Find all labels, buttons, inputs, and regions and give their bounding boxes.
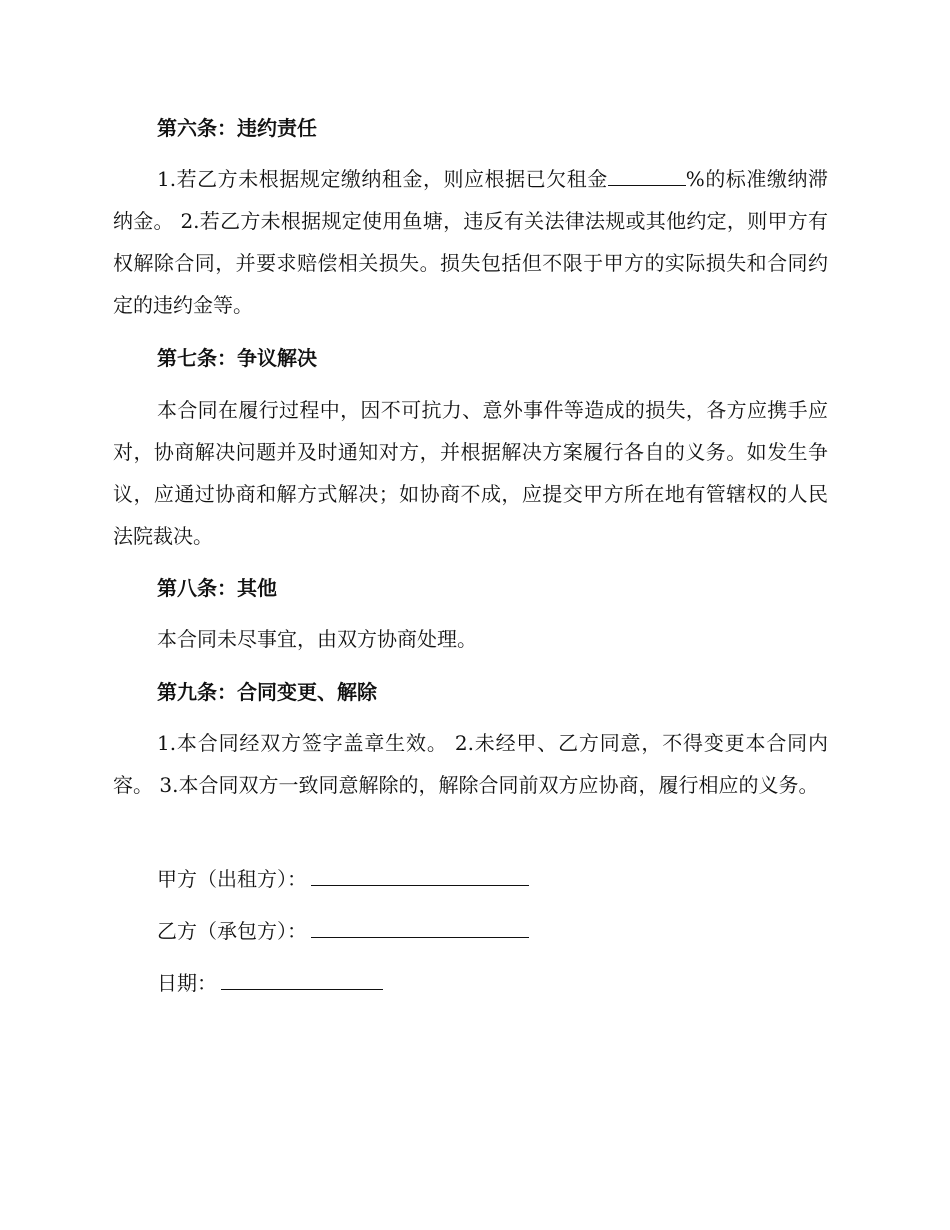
party-b-signature-line (157, 918, 529, 944)
date-label: 日期： (157, 971, 217, 995)
penalty-rate-blank[interactable] (608, 167, 686, 186)
section-9-heading: 第九条：合同变更、解除 (157, 680, 377, 704)
party-a-label: 甲方（出租方）： (157, 867, 307, 891)
section-8-paragraph: 本合同未尽事宜，由双方协商处理。 (157, 627, 477, 651)
party-a-signature-blank[interactable] (311, 867, 529, 886)
date-blank[interactable] (221, 971, 383, 990)
party-b-signature-blank[interactable] (311, 919, 529, 938)
section-6-paragraph (113, 158, 828, 326)
section-9-paragraph: 1.本合同经双方签字盖章生效。 2.未经甲、乙方同意，不得变更本合同内容。 3.本合同双方一致同意解除的，解除合同前双方应协商，履行相应的义务。 (113, 731, 828, 797)
section-6-text-before-blank: 1.若乙方未根据规定缴纳租金，则应根据已欠租金 (157, 167, 608, 191)
party-b-label: 乙方（承包方）： (157, 919, 307, 943)
date-line (157, 970, 383, 996)
section-7-heading: 第七条：争议解决 (157, 346, 317, 370)
section-6-heading: 第六条：违约责任 (157, 116, 317, 140)
section-7-paragraph: 本合同在履行过程中，因不可抗力、意外事件等造成的损失，各方应携手应对，协商解决问题并及时通知对方，并根据解决方案履行各自的义务。如发生争议，应通过协商和解方式解决；如协商不成，应提交甲方所在地有管辖权的人民法院裁决。 (113, 398, 828, 548)
section-8-heading: 第八条：其他 (157, 576, 277, 600)
section-6-text-after-blank: %的标准缴纳滞纳金。 2.若乙方未根据规定使用鱼塘，违反有关法律法规或其他约定，则甲方有权解除合同，并要求赔偿相关损失。损失包括但不限于甲方的实际损失和合同约定的违约金等。 (113, 167, 828, 317)
party-a-signature-line (157, 866, 529, 892)
